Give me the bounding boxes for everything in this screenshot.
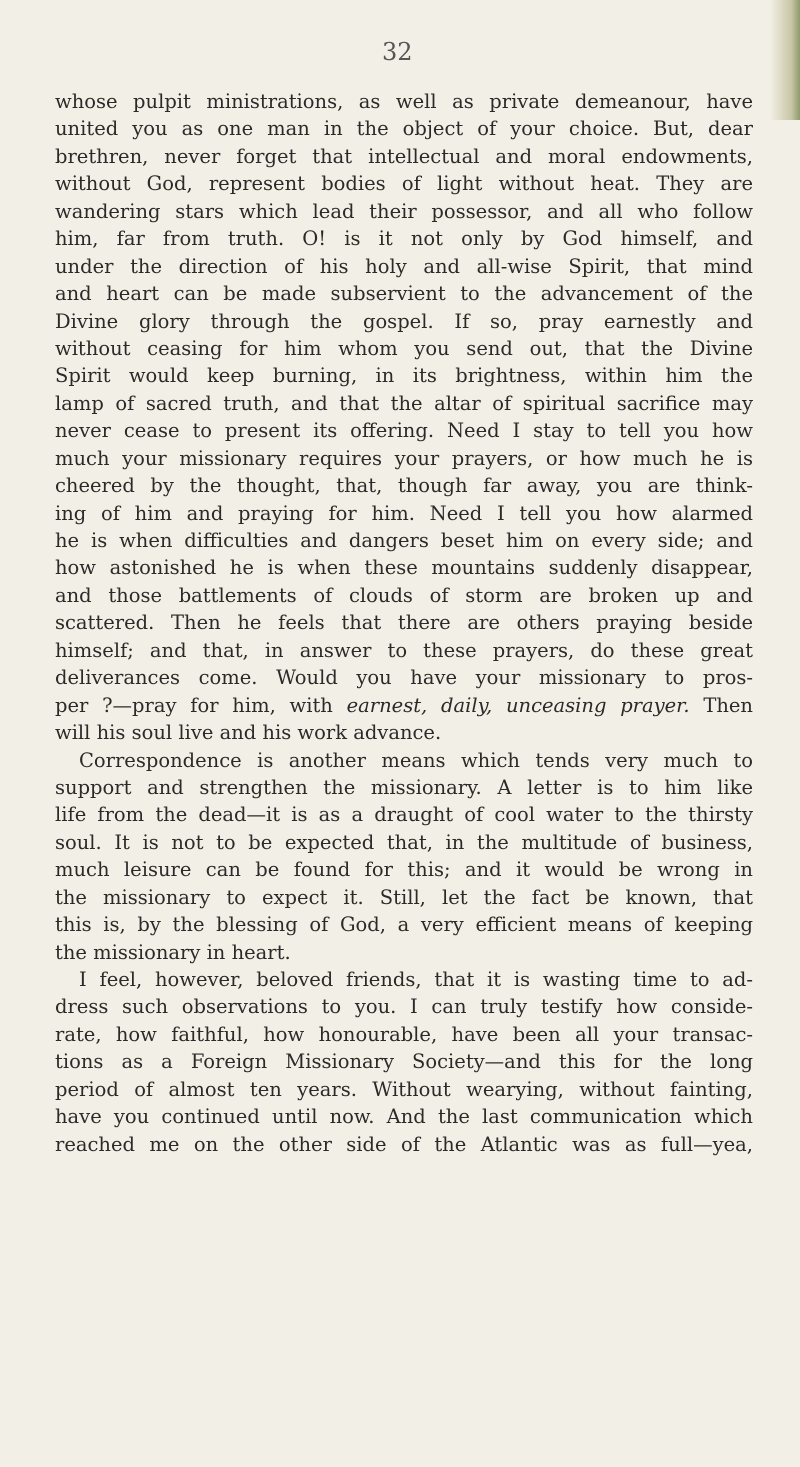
text-line: Correspondence is another means which tends very much to: [79, 748, 753, 772]
text-line: deliverances come. Would you have your missionary to pros-: [55, 666, 753, 690]
text-line: the missionary in heart.: [55, 940, 291, 964]
body-text: [55, 88, 753, 1158]
text-line: much your missionary requires your prayers, or how much he is: [55, 446, 753, 470]
text-line: much leisure can be found for this; and it would be wrong in: [55, 858, 753, 882]
text-line: and those battlements of clouds of storm are broken up and: [55, 583, 753, 607]
text-line: himself; and that, in answer to these prayers, do these great: [55, 638, 753, 662]
text-line: whose pulpit ministrations, as well as private demeanour, have: [55, 90, 753, 113]
text-line: without God, represent bodies of light without heat. They are: [55, 172, 753, 196]
text-line: he is when difficulties and dangers beset him on every side; and: [55, 529, 753, 552]
page-edge-shadow: [770, 0, 800, 120]
text-line: Divine glory through the gospel. If so, pray earnestly and: [55, 309, 753, 333]
text-line: will his soul live and his work advance.: [55, 721, 442, 745]
text-line: have you continued until now. And the last communication which: [55, 1105, 753, 1129]
text-line: united you as one man in the object of your choice. But, dear: [55, 117, 753, 141]
text-line: scattered. Then he feels that there are others praying beside: [55, 611, 753, 635]
italic-text: earnest, daily, unceasing prayer.: [346, 693, 690, 717]
text-line: this is, by the blessing of God, a very efficient means of keeping: [55, 913, 753, 937]
text-line: [55, 692, 753, 719]
text-line: rate, how faithful, how honourable, have been all your transac-: [55, 1022, 753, 1046]
text-segment: per ?—pray for him, with: [55, 693, 347, 717]
text-line: never cease to present its offering. Need I stay to tell you how: [55, 419, 753, 443]
text-line: ing of him and praying for him. Need I tell you how alarmed: [55, 501, 753, 525]
text-line: tions as a Foreign Missionary Society—and this for the long: [55, 1050, 753, 1074]
text-line: how astonished he is when these mountains suddenly disappear,: [55, 556, 753, 580]
page-number: 32: [382, 38, 413, 66]
text-line: soul. It is not to be expected that, in the multitude of business,: [55, 830, 753, 854]
text-line: the missionary to expect it. Still, let the fact be known, that: [55, 885, 753, 909]
text-line: Spirit would keep burning, in its brightness, within him the: [55, 364, 753, 388]
text-line: life from the dead—it is as a draught of cool water to the thirsty: [55, 803, 753, 827]
text-line: wandering stars which lead their possessor, and all who follow: [55, 199, 753, 223]
text-segment: Then: [689, 693, 753, 717]
text-line: and heart can be made subservient to the advancement of the: [55, 282, 753, 306]
text-line: cheered by the thought, that, though far away, you are think-: [55, 474, 753, 498]
text-line: under the direction of his holy and all-wise Spirit, that mind: [55, 254, 753, 278]
text-line: dress such observations to you. I can truly testify how conside-: [55, 995, 753, 1019]
text-line: him, far from truth. O! is it not only by God himself, and: [55, 227, 753, 251]
text-line: reached me on the other side of the Atlantic was as full—yea,: [55, 1132, 753, 1156]
text-line: I feel, however, beloved friends, that it is wasting time to ad-: [79, 968, 753, 991]
text-line: period of almost ten years. Without wearying, without fainting,: [55, 1077, 753, 1101]
text-line: brethren, never forget that intellectual and moral endowments,: [55, 144, 753, 168]
text-line: support and strengthen the missionary. A letter is to him like: [55, 775, 753, 799]
text-line: lamp of sacred truth, and that the altar of spiritual sacrifice may: [55, 391, 753, 415]
text-line: without ceasing for him whom you send out, that the Divine: [55, 336, 753, 360]
